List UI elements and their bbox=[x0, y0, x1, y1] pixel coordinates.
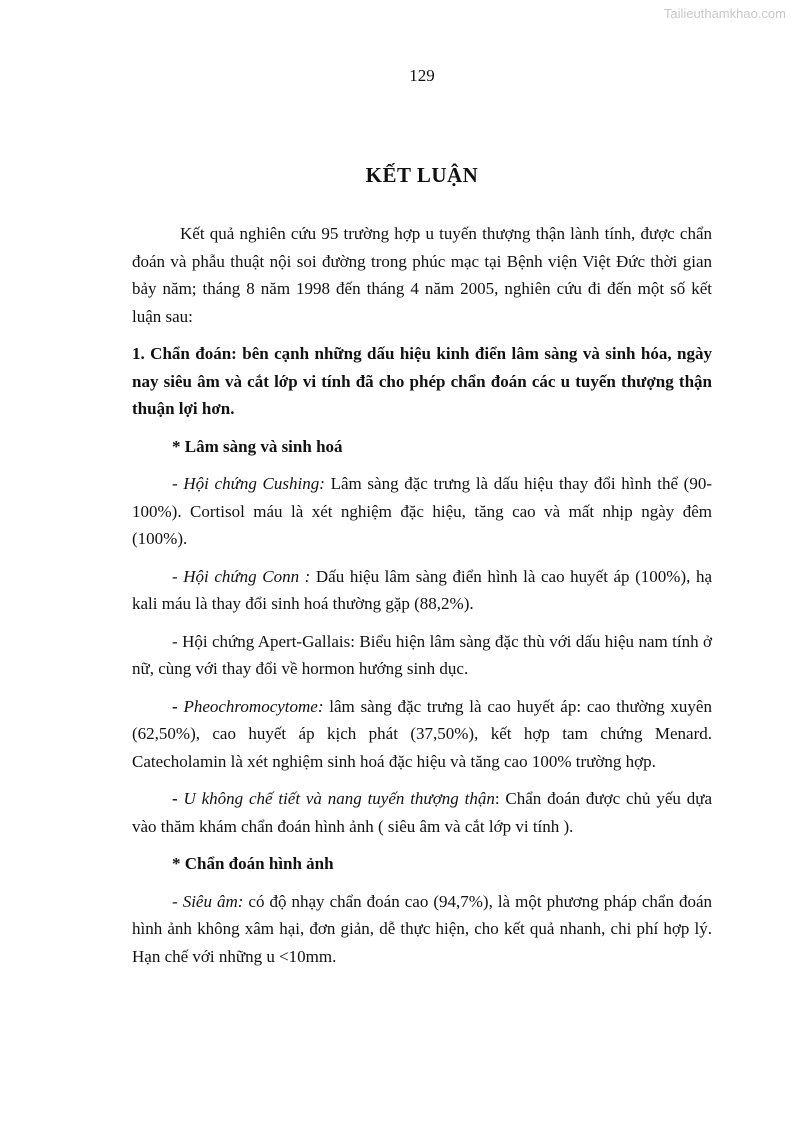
conn-label: Hội chứng Conn : bbox=[183, 566, 311, 586]
page-number: 129 bbox=[409, 66, 435, 85]
conn-paragraph bbox=[132, 563, 712, 618]
page-title: KẾT LUẬN bbox=[365, 163, 479, 187]
u-khong-text: : Chẩn đoán được chủ yếu dựa vào thăm khám chẩn đoán hình ảnh ( siêu âm và cắt lớp vi tính ). bbox=[132, 789, 712, 836]
u-khong-dash: - bbox=[172, 789, 184, 808]
sieu-am-paragraph bbox=[132, 888, 712, 971]
sub1-heading: * Lâm sàng và sinh hoá bbox=[172, 436, 343, 456]
cushing-label: Hội chứng Cushing: bbox=[183, 474, 325, 493]
sieu-am-label: Siêu âm: bbox=[182, 891, 244, 911]
pheo-paragraph bbox=[132, 693, 712, 776]
pheo-label: Pheochromocytome: bbox=[183, 696, 324, 716]
intro-paragraph: Kết quả nghiên cứu 95 trường hợp u tuyến thượng thận lành tính, được chẩn đoán và phẫu thuật nội soi đường trong phúc mạc tại Bệnh viện Việt Đức thời gian bảy năm; tháng 8 năm 1998 đến tháng 4 năm 2005, nghiên cứu đi đến một số kết luận sau: bbox=[132, 224, 712, 326]
document-body bbox=[132, 220, 712, 980]
u-khong-label: U không chế tiết và nang tuyến thượng thận bbox=[183, 789, 495, 808]
apert-paragraph: - Hội chứng Apert-Gallais: Biểu hiện lâm sàng đặc thù với dấu hiệu nam tính ở nữ, cùng với thay đổi về hormon hướng sinh dục. bbox=[132, 631, 712, 678]
cushing-paragraph bbox=[132, 470, 712, 553]
cushing-dash: - bbox=[172, 474, 184, 493]
section1-heading: 1. Chẩn đoán: bên cạnh những dấu hiệu kinh điển lâm sàng và sinh hóa, ngày nay siêu âm và cắt lớp vi tính đã cho phép chẩn đoán các u tuyến thượng thận thuận lợi hơn. bbox=[132, 344, 712, 418]
pheo-text: lâm sàng đặc trưng là cao huyết áp: cao thường xuyên (62,50%), cao huyết áp kịch phát (37,50%), kết hợp tam chứng Menard. Catecholamin là xét nghiệm sinh hoá đặc hiệu và tăng cao 100% trường hợp. bbox=[132, 696, 712, 771]
conn-dash: - bbox=[172, 566, 184, 586]
sieu-am-text: có độ nhạy chẩn đoán cao (94,7%), là một phương pháp chẩn đoán hình ảnh không xâm hại, đơn giản, dễ thực hiện, cho kết quả nhanh, chi phí hợp lý. Hạn chế với những u <10mm. bbox=[132, 891, 712, 966]
pheo-dash: - bbox=[172, 696, 184, 716]
conn-text: Dấu hiệu lâm sàng điển hình là cao huyết áp (100%), hạ kali máu là thay đổi sinh hoá thường gặp (88,2%). bbox=[132, 566, 712, 613]
u-khong-paragraph bbox=[132, 785, 712, 840]
cushing-text: Lâm sàng đặc trưng là dấu hiệu thay đổi hình thể (90-100%). Cortisol máu là xét nghiệm đặc hiệu, tăng cao và mất nhịp ngày đêm (100%). bbox=[132, 474, 712, 548]
watermark: Tailieuthamkhao.com bbox=[663, 6, 786, 21]
sieu-am-dash: - bbox=[172, 891, 183, 911]
sub2-heading: * Chẩn đoán hình ảnh bbox=[172, 854, 334, 873]
